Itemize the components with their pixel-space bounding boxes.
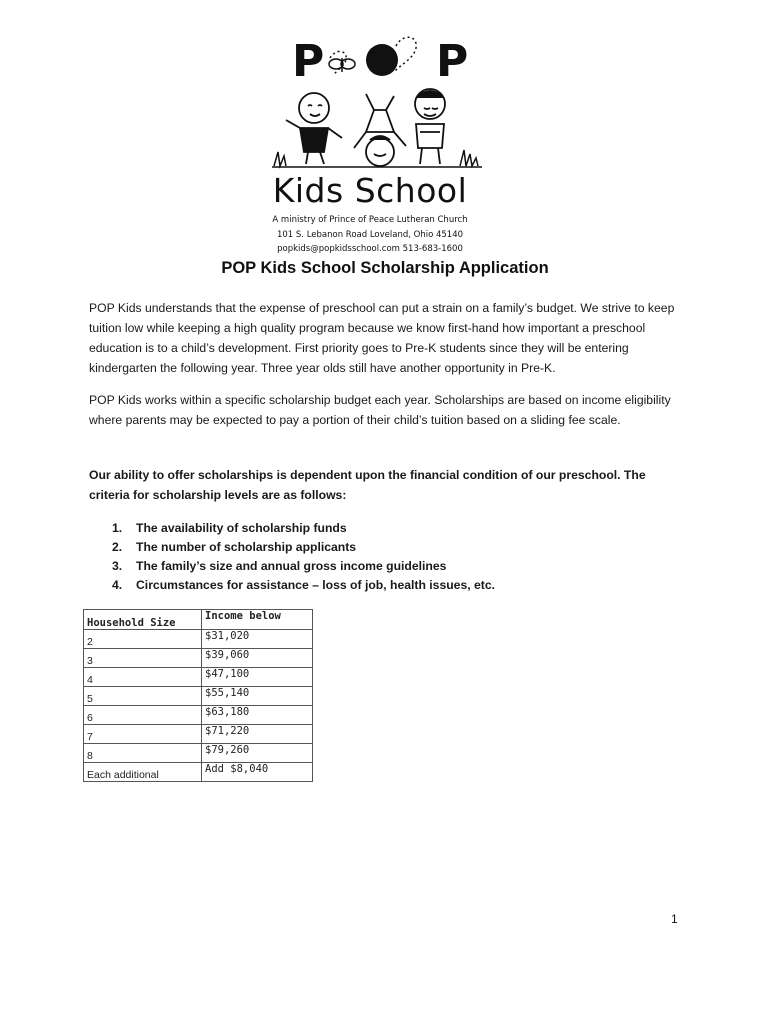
income-cell: $79,260: [202, 744, 313, 763]
list-item-number: 4.: [112, 578, 123, 592]
table-row: [84, 649, 313, 668]
dotted-heart-icon: [330, 51, 346, 74]
paragraph-budget: POP Kids works within a specific scholarship budget each year. Scholarships are based on income eligibility where parents may be expected to pay a portion of their child’s tuition based on a sliding fee scale.: [89, 393, 671, 427]
list-item-text: The family’s size and annual gross income guidelines: [136, 559, 447, 573]
logo-wordmark: Kids School: [272, 171, 468, 210]
table-header-row: [84, 610, 313, 630]
list-item-text: The number of scholarship applicants: [136, 540, 357, 554]
child-left-illustration: [286, 93, 342, 164]
header-income-below: Income below: [202, 610, 313, 630]
list-item: [112, 576, 495, 595]
list-item-text: The availability of scholarship funds: [136, 521, 347, 535]
income-cell: $47,100: [202, 668, 313, 687]
child-middle-illustration: [354, 94, 406, 166]
table-row: [84, 668, 313, 687]
logo-address-line: 101 S. Lebanon Road Loveland, Ohio 45140: [276, 229, 464, 240]
list-item-number: 2.: [112, 540, 123, 554]
household-size-cell: 8: [84, 744, 202, 763]
household-size-cell: 2: [84, 630, 202, 649]
table-row: [84, 744, 313, 763]
logo-ministry-line: A ministry of Prince of Peace Lutheran Church: [272, 215, 468, 225]
logo-letter-o: [366, 44, 398, 76]
table-row: [84, 630, 313, 649]
document-title: POP Kids School Scholarship Application: [221, 259, 549, 277]
child-right-illustration: [415, 89, 445, 164]
household-size-cell: 4: [84, 668, 202, 687]
income-cell: $55,140: [202, 687, 313, 706]
table-row: [84, 706, 313, 725]
table-row: [84, 725, 313, 744]
household-size-cell: 7: [84, 725, 202, 744]
household-size-cell: Each additional: [84, 763, 202, 782]
page-number: 1: [671, 912, 678, 926]
income-guidelines-table: [83, 609, 313, 782]
household-size-cell: 6: [84, 706, 202, 725]
list-item: [112, 557, 495, 576]
list-item: [112, 538, 495, 557]
logo-letter-p1: P: [292, 36, 325, 87]
list-item-number: 3.: [112, 559, 123, 573]
table-row: [84, 687, 313, 706]
income-cell: Add $8,040: [202, 763, 313, 782]
list-item-text: Circumstances for assistance – loss of job, health issues, etc.: [136, 578, 495, 592]
header-household-size: Household Size: [84, 610, 202, 630]
household-size-cell: 3: [84, 649, 202, 668]
table-row: [84, 763, 313, 782]
butterfly-icon: [329, 58, 355, 72]
list-item: [112, 519, 495, 538]
paragraph-intro: POP Kids understands that the expense of preschool can put a strain on a family’s budget. We strive to keep tuition low while keeping a high quality program because we know first-hand how important a preschool education is to a child’s development. First priority goes to Pre-K students since they will be entering kindergarten the following year. Three year olds still have another opportunity in Pre-K.: [89, 301, 675, 375]
school-logo: [270, 28, 490, 260]
logo-contact-line: popkids@popkidsschool.com 513-683-1600: [277, 244, 463, 254]
income-cell: $39,060: [202, 649, 313, 668]
logo-address-block: [270, 213, 470, 257]
income-cell: $63,180: [202, 706, 313, 725]
logo-letter-p2: P: [436, 36, 469, 87]
income-cell: $31,020: [202, 630, 313, 649]
list-item-number: 1.: [112, 521, 123, 535]
criteria-list: [112, 519, 495, 595]
logo-illustration: [270, 28, 490, 170]
paragraph-criteria-intro: Our ability to offer scholarships is dependent upon the financial condition of our preschool. The criteria for scholarship levels are as follows:: [89, 468, 646, 502]
income-cell: $71,220: [202, 725, 313, 744]
household-size-cell: 5: [84, 687, 202, 706]
